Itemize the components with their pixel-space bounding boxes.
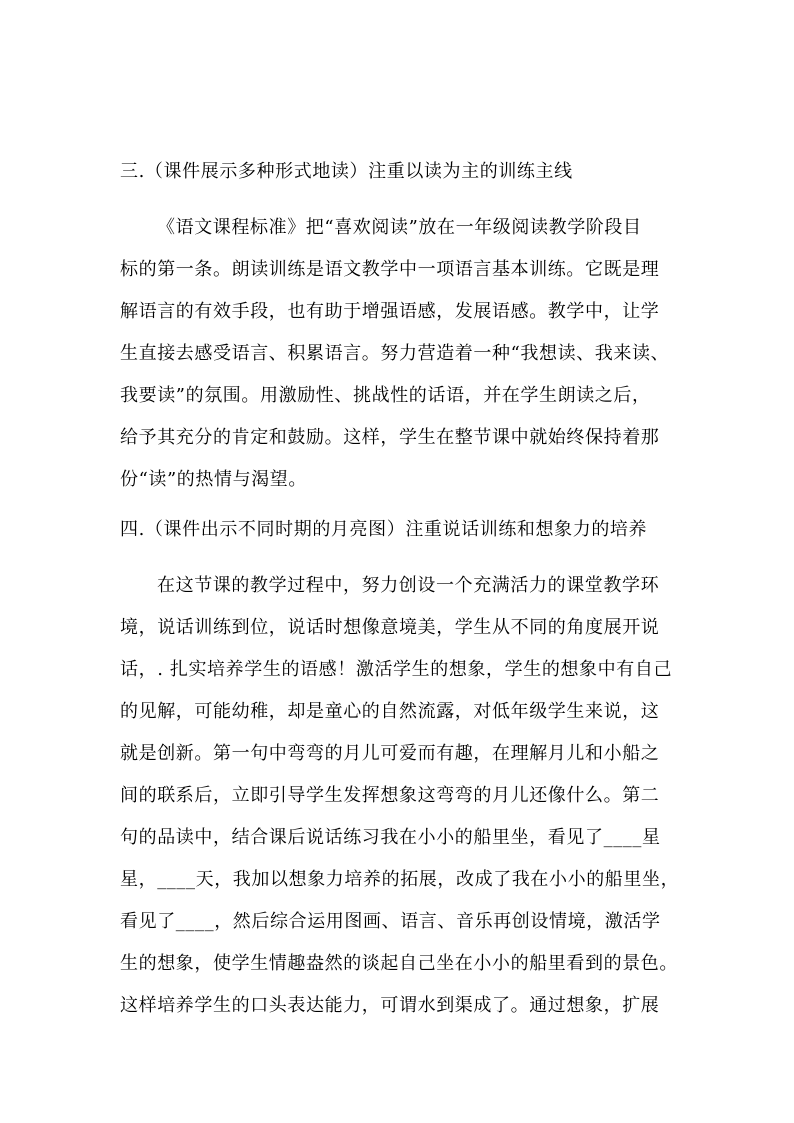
section-3-line-6: 给予其充分的肯定和鼓励。这样，学生在整节课中就始终保持着那	[120, 427, 660, 448]
section-3-line-1: 《语文课程标准》把“喜欢阅读”放在一年级阅读教学阶段目	[157, 217, 642, 238]
section-3-heading: 三.（课件展示多种形式地读）注重以读为主的训练主线	[120, 161, 573, 182]
section-4-line-4: 的见解，可能幼稚，却是童心的自然流露，对低年级学生来说，这	[120, 701, 660, 722]
section-4-line-11: 这样培养学生的口头表达能力，可谓水到渠成了。通过想象，扩展	[120, 995, 660, 1016]
section-4-line-6: 间的联系后，立即引导学生发挥想象这弯弯的月儿还像什么。第二	[120, 785, 660, 806]
section-3-line-7: 份“读”的热情与渴望。	[120, 469, 308, 490]
section-4-line-3: 话，. 扎实培养学生的语感！激活学生的想象，学生的想象中有自己	[120, 659, 673, 680]
section-3-line-4: 生直接去感受语言、积累语言。努力营造着一种“我想读、我来读、	[120, 343, 670, 364]
section-4-line-10: 生的想象，使学生情趣盎然的谈起自己坐在小小的船里看到的景色。	[120, 953, 678, 974]
section-4-line-2: 境，说话训练到位，说话时想像意境美，学生从不同的角度展开说	[120, 617, 660, 638]
section-4-heading: 四.（课件出示不同时期的月亮图）注重说话训练和想象力的培养	[120, 519, 648, 540]
section-4-line-8: 星，____天，我加以想象力培养的拓展，改成了我在小小的船里坐，	[120, 869, 680, 890]
section-4-line-5: 就是创新。第一句中弯弯的月儿可爱而有趣，在理解月儿和小船之	[120, 743, 660, 764]
section-4-line-9: 看见了____，然后综合运用图画、语言、音乐再创设情境，激活学	[120, 911, 661, 932]
section-4-line-7: 句的品读中，结合课后说话练习我在小小的船里坐，看见了____星	[120, 827, 661, 848]
section-3-line-3: 解语言的有效手段，也有助于增强语感，发展语感。教学中，让学	[120, 301, 660, 322]
section-4-line-1: 在这节课的教学过程中，努力创设一个充满活力的课堂教学环	[157, 575, 660, 596]
section-3-line-5: 我要读”的氛围。用激励性、挑战性的话语，并在学生朗读之后，	[120, 385, 651, 406]
section-3-line-2: 标的第一条。朗读训练是语文教学中一项语言基本训练。它既是理	[120, 259, 660, 280]
